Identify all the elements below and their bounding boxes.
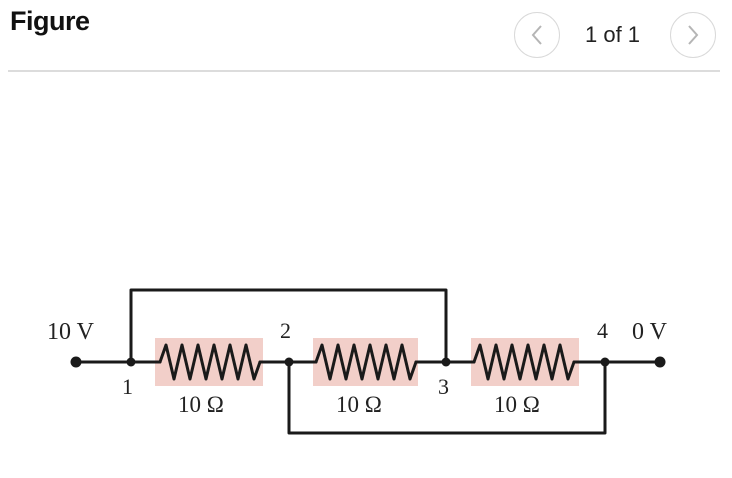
node-2-label: 2 (280, 318, 291, 343)
node-2-junction (285, 358, 294, 367)
node-4-junction (601, 358, 610, 367)
node-4-label: 4 (597, 318, 608, 343)
previous-figure-button[interactable] (514, 12, 560, 58)
resistor-3-label: 10 Ω (494, 392, 540, 417)
chevron-right-icon (686, 24, 700, 46)
resistor-2-label: 10 Ω (336, 392, 382, 417)
page-title: Figure (10, 6, 90, 36)
source-voltage-label: 10 V (47, 319, 94, 345)
figure-header (0, 0, 732, 70)
terminal-right (655, 357, 666, 368)
figure-area (0, 72, 732, 478)
node-1-label: 1 (122, 374, 133, 399)
next-figure-button[interactable] (670, 12, 716, 58)
node-3-label: 3 (438, 374, 449, 399)
circuit-diagram (0, 72, 732, 478)
resistor-1-label: 10 Ω (178, 392, 224, 417)
chevron-left-icon (530, 24, 544, 46)
figure-pager: 1 of 1 (585, 22, 641, 47)
ground-voltage-label: 0 V (632, 319, 667, 345)
node-1-junction (127, 358, 136, 367)
terminal-left (71, 357, 82, 368)
node-3-junction (442, 358, 451, 367)
